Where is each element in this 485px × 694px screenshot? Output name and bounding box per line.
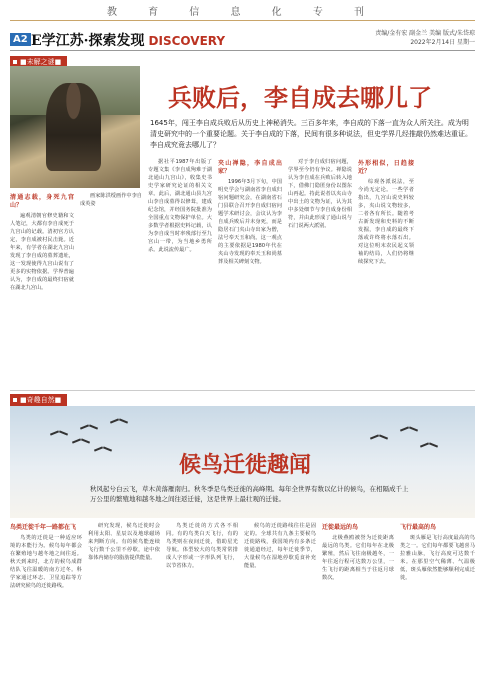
goose-3	[94, 446, 112, 452]
credits	[325, 29, 475, 47]
s1-col1-text: 遍观清朝官修史籍和文人笔记，大都有李自成死于九宫山的记载。清初官方认定，李自成被村民击毙。近年来，有学者在湖北九宫山发现了李自成的墓葬遗址，这一发现使得九宫山说有了更多的实物依据。学界普遍认为，李自成的最终归宿就在湖北九宫山。	[10, 213, 74, 291]
headline-li-zicheng: 兵败后，李自成去哪儿了	[168, 83, 432, 112]
page-number: A2	[10, 33, 31, 46]
s2-col1-heading: 鸟类迁徙千年一路都在飞	[10, 524, 77, 531]
s2-col5-text: 北极燕鸥被誉为迁徙距离最远的鸟类。它们每年在北极繁殖，然后飞往南极越冬，一年往返行程可达数万公里，一生飞行的距离相当于往返月球数次。	[322, 535, 394, 581]
s2-col4	[244, 522, 316, 688]
s2-col3-text: 鸟类迁徙的方式各不相同。有的鸟类白天飞行，有的鸟类则在夜间迁徙，借助星光导航。体型较大的鸟类常常排成人字形或一字形队列飞行，以节省体力。	[166, 523, 238, 569]
credits-editors: 责编/金有宏 副金兰 美编 版式/朱岱琼	[375, 30, 475, 37]
lead-bird-migration: 秋风起兮白云飞，草木黄落雁南归。秋冬季是鸟类迁徙的高峰期。每年全世界有数以亿计的候鸟，在相隔成千上万公里的繁殖地和越冬地之间往返迁徙，这是世界上最壮观的迁徙。	[90, 485, 409, 503]
s2-col1-text: 鸟类的迁徙是一种适应环境的本能行为。候鸟每年都会在繁殖地与越冬地之间往返。秋天到来时，北方的候鸟成群结队飞往温暖的南方过冬。科学家通过环志、卫星追踪等方法研究候鸟的迁徙路线。	[10, 535, 82, 589]
goose-1	[50, 430, 68, 436]
s1-col3	[218, 158, 282, 388]
s2-col2	[88, 522, 160, 688]
s2-col6-heading: 飞行最高的鸟	[400, 524, 437, 531]
s1-caption-col	[80, 192, 142, 388]
painting-figure	[46, 83, 101, 171]
s1-col5-heading: 外形相似，日趋接近？	[358, 160, 414, 175]
painting-caption: 画家陈洪绶画作中李自成英姿	[80, 193, 142, 207]
page-title	[31, 30, 225, 50]
page-title-en: DISCOVERY	[148, 34, 226, 48]
s1-col1-heading: 清通志载，身死九宫山？	[10, 194, 74, 209]
goose-6	[370, 434, 388, 440]
s1-col4	[288, 158, 352, 388]
goose-4	[80, 424, 98, 430]
headline-bird-migration: 候鸟迁徙趣闻	[178, 452, 311, 478]
s1-col5-text: 综观各派说法，至今尚无定论。一些学者指出，九宫山说史料较多，夹山说文物较多，二者各有所长。随着考古新发现和史料的不断发掘，李自成的最终下落或许终将水落石出。对这位明末农民起义领袖的结局，人们仍将继续探究下去。	[358, 179, 414, 265]
goose-2	[72, 438, 90, 444]
header-rule	[10, 50, 475, 51]
s2-col6	[400, 522, 475, 688]
s1-col4-text: 对于李自成归宿问题，学界至今仍有争议。禅隐说认为李自成在兵败后转入地下，借佛门隐匿身份以图东山再起。持此说者以夹山寺中出土的文物为证，认为其中多处细节与李自成身份相符，并由此形成了通山说与石门说两大派别。	[288, 159, 352, 229]
top-divider	[10, 20, 475, 21]
s1-col2	[148, 158, 212, 388]
s2-col6-text: 斑头雁是飞行高度最高的鸟类之一。它们每年都要飞越喜马拉雅山脉，飞行高度可达数千米。在那里空气稀薄、气温极低，斑头雁依然能够顺利完成迁徙。	[400, 535, 475, 581]
goose-8	[420, 442, 438, 448]
s1-col3-heading: 夹山禅隐，李自成出家？	[218, 160, 282, 175]
issue-date: 2022年2月14日 星期一	[410, 39, 475, 46]
li-zicheng-painting	[10, 66, 140, 188]
page-title-cn: E学江苏·探索发现	[31, 33, 145, 49]
s1-col5	[358, 158, 414, 388]
s2-col5-heading: 迁徙最远的鸟	[322, 524, 359, 531]
section-label-nature: ■奇趣自然■	[10, 394, 67, 406]
s2-col1	[10, 522, 82, 688]
s1-col1	[10, 192, 74, 388]
s1-col2-text: 据社平1987年出版了专题文集《李自成殉难于湖北通山九宫山》，收集史书史学家研究论证的相关文章。此后，湖北通山县九宫山李自成墓得以修葺，建成纪念馆，并经国务院批准为全国重点文物保护单位。大多数学者根据史料记载，认为李自成当时率残部行至九宫山一带，为当地乡勇所杀。此说流传最广。	[148, 159, 212, 253]
s1-col3-text: 1996年3月下旬，中国明史学会与湖南省李自成归宿问题研究会，在湖南省石门县联合召开李自成归宿问题学术研讨会，会议认为李自成兵败后并未身死，而是隐居石门夹山寺出家为僧，法号奉天玉和尚。这一观点的主要依据是1980年代在夹山寺发现的奉天玉和尚墓葬及相关碑刻文物。	[218, 179, 282, 265]
band-text: 教 育 信 息 化 专 刊	[106, 7, 379, 18]
goose-7	[400, 426, 418, 432]
lead-li-zicheng: 1645年，闯王李自成兵败后从历史上神秘消失。三百多年来，李自成的下落一直为众人所关注。成为明清史研究中的一个重要论题。关于李自成的下落，民间有很多种说法，但史学界几经推敲仍然难达重证。李自成究竟去哪儿了？	[150, 119, 472, 149]
s2-col4-text: 候鸟的迁徙路线往往是固定的。全球共有九条主要候鸟迁徙路线，我国境内有多条迁徙通道经过，每年迁徙季节，大量候鸟在湿地停歇觅食补充能量。	[244, 523, 316, 569]
section-label-mystery: ■未解之谜■	[10, 56, 67, 68]
section-divider	[10, 390, 475, 391]
s2-col3	[166, 522, 238, 688]
s2-col2-text: 研究发现，候鸟迁徙时会利用太阳、星辰以及地球磁场来判断方向。有的候鸟能连续飞行数千公里不停歇，途中依靠体内储存的脂肪提供能量。	[88, 523, 160, 561]
s2-col5	[322, 522, 394, 688]
goose-5	[110, 418, 128, 424]
